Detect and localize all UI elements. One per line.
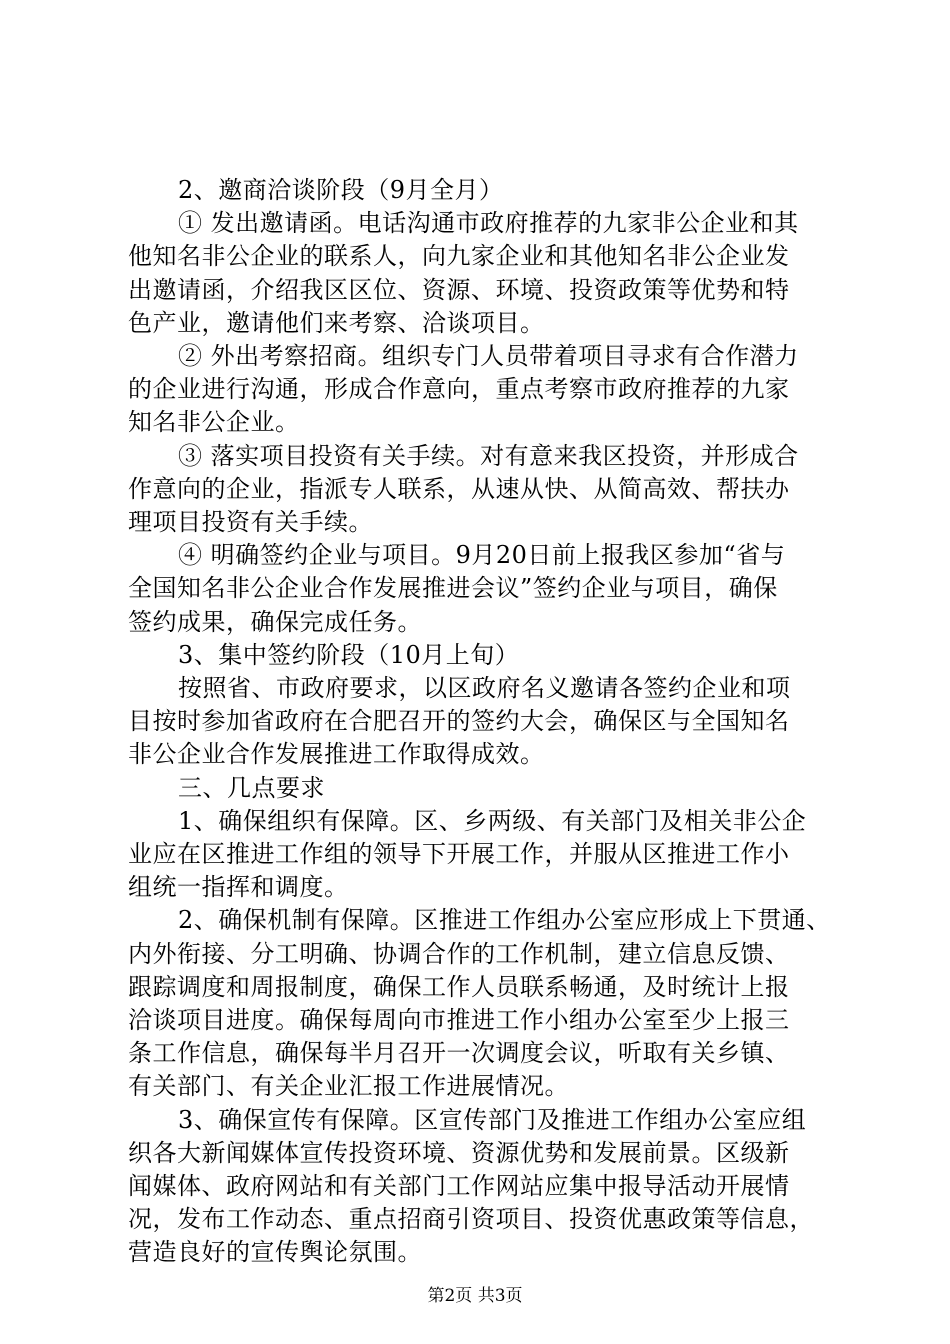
- page-footer: 第2页 共3页: [427, 1286, 523, 1306]
- text-line: 3、确保宣传有保障。区宣传部门及推进工作组办公室应组: [178, 1106, 807, 1134]
- text-line: 织各大新闻媒体宣传投资环境、资源优势和发展前景。区级新: [128, 1139, 790, 1167]
- text-line: 2、确保机制有保障。区推进工作组办公室应形成上下贯通、: [178, 906, 831, 934]
- text-line: 作意向的企业，指派专人联系，从速从快、从简高效、帮扶办: [128, 475, 790, 503]
- text-line: 条工作信息，确保每半月召开一次调度会议，听取有关乡镇、: [128, 1039, 790, 1067]
- text-line: 的企业进行沟通，形成合作意向，重点考察市政府推荐的九家: [128, 375, 790, 403]
- text-line: 况，发布工作动态、重点招商引资项目、投资优惠政策等信息，: [128, 1205, 814, 1233]
- text-line: 出邀请函，介绍我区区位、资源、环境、投资政策等优势和特: [128, 276, 790, 304]
- text-line: 三、几点要求: [178, 774, 325, 802]
- text-line: 1、确保组织有保障。区、乡两级、有关部门及相关非公企: [178, 807, 807, 835]
- text-line: 洽谈项目进度。确保每周向市推进工作小组办公室至少上报三: [128, 1006, 790, 1034]
- text-line: ② 外出考察招商。组织专门人员带着项目寻求有合作潜力: [178, 342, 799, 370]
- text-line: ④ 明确签约企业与项目。9月20日前上报我区参加“省与: [178, 541, 786, 569]
- text-line: ③ 落实项目投资有关手续。对有意来我区投资，并形成合: [178, 442, 799, 470]
- text-line: 理项目投资有关手续。: [128, 508, 373, 536]
- text-line: 业应在区推进工作组的领导下开展工作，并服从区推进工作小: [128, 840, 790, 868]
- text-line: 按照省、市政府要求，以区政府名义邀请各签约企业和项: [178, 674, 791, 702]
- text-line: ① 发出邀请函。电话沟通市政府推荐的九家非公企业和其: [178, 209, 799, 237]
- text-line: 色产业，邀请他们来考察、洽谈项目。: [128, 309, 545, 337]
- text-line: 有关部门、有关企业汇报工作进展情况。: [128, 1072, 569, 1100]
- text-line: 他知名非公企业的联系人，向九家企业和其他知名非公企业发: [128, 242, 790, 270]
- text-line: 闻媒体、政府网站和有关部门工作网站应集中报导活动开展情: [128, 1172, 790, 1200]
- text-line: 2、邀商洽谈阶段（9月全月）: [178, 176, 504, 204]
- text-line: 非公企业合作发展推进工作取得成效。: [128, 740, 545, 768]
- text-line: 签约成果，确保完成任务。: [128, 608, 422, 636]
- text-line: 目按时参加省政府在合肥召开的签约大会，确保区与全国知名: [128, 707, 790, 735]
- text-line: 3、集中签约阶段（10月上旬）: [178, 641, 520, 669]
- text-line: 内外衔接、分工明确、协调合作的工作机制，建立信息反馈、: [128, 940, 790, 968]
- text-line: 组统一指挥和调度。: [128, 873, 349, 901]
- text-line: 跟踪调度和周报制度，确保工作人员联系畅通，及时统计上报: [128, 973, 790, 1001]
- text-line: 知名非公企业。: [128, 408, 300, 436]
- text-line: 全国知名非公企业合作发展推进会议”签约企业与项目，确保: [128, 574, 778, 602]
- text-line: 营造良好的宣传舆论氛围。: [128, 1238, 422, 1266]
